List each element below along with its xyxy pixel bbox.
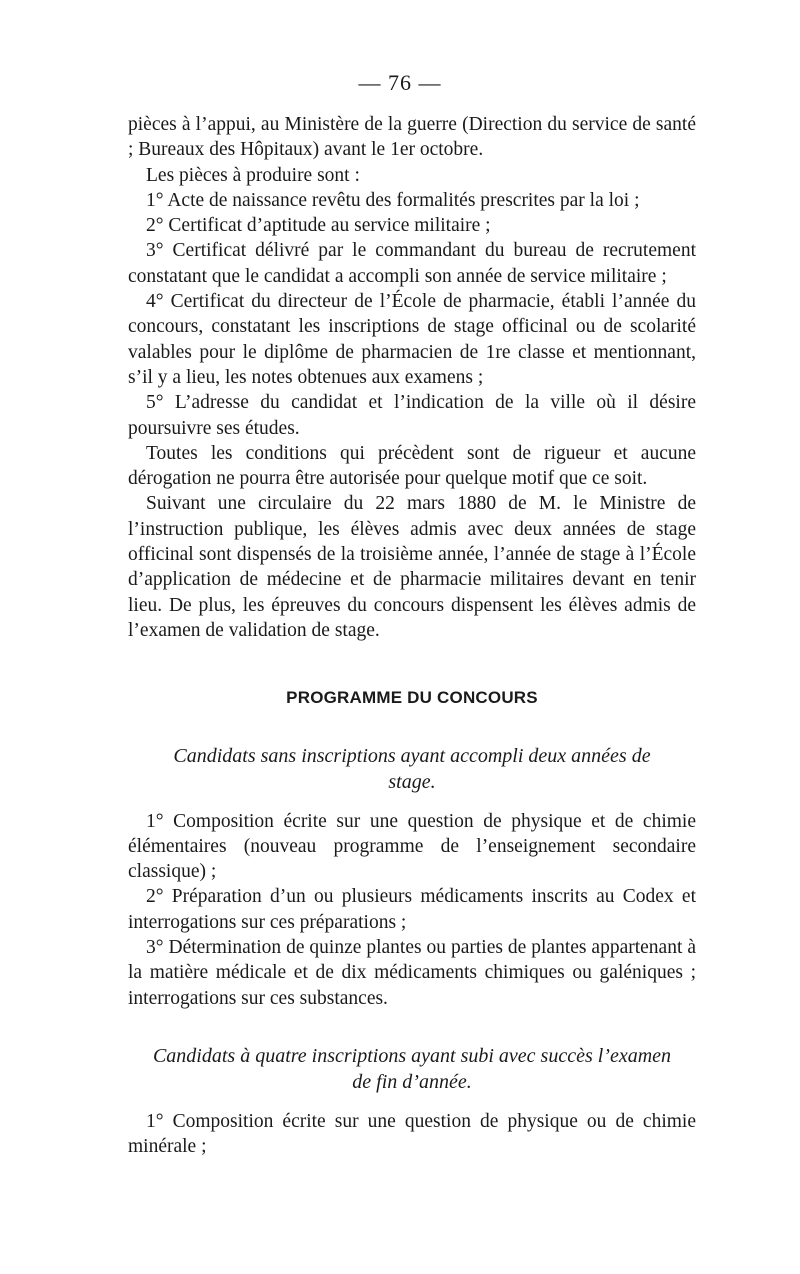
paragraph: Suivant une circulaire du 22 mars 1880 de M. le Ministre de l’instruction publique, les élèves admis avec deux années de stage officinal sont dispensés de la troisième année, l’année de stage à l’École d’application de médecine et de pharmacie militaires devant en tenir lieu. De plus, les épreuves du concours dispensent les élèves admis de l’examen de validation de stage. bbox=[128, 493, 696, 641]
list-item: 1° Composition écrite sur une question de physique ou de chimie minérale ; bbox=[128, 1110, 696, 1158]
list-item: 2° Certificat d’aptitude au service militaire ; bbox=[146, 215, 491, 237]
list-item: 4° Certificat du directeur de l’École de pharmacie, établi l’année du concours, constatant les inscriptions de stage officinal ou de scolarité valables pour le diplôme de pharmacien de 1re classe et mentionnant, s’il y a lieu, les notes obtenues aux examens ; bbox=[128, 291, 696, 388]
list-item: 1° Composition écrite sur une question de physique et de chimie élémentaires (nouveau programme de l’enseignement secondaire classique) ; bbox=[128, 810, 696, 883]
list-item: 5° L’adresse du candidat et l’indication de la ville où il désire poursuivre ses études. bbox=[128, 392, 696, 439]
list-item: 2° Préparation d’un ou plusieurs médicaments inscrits au Codex et interrogations sur ces préparations ; bbox=[128, 886, 696, 933]
section-heading: PROGRAMME DU CONCOURS bbox=[286, 688, 538, 708]
page-number: — 76 — bbox=[358, 70, 442, 95]
list-item: 3° Détermination de quinze plantes ou parties de plantes appartenant à la matière médicale et de dix médicaments chimiques ou galéniques ; interrogations sur ces substances. bbox=[128, 937, 696, 1009]
page-body bbox=[128, 112, 696, 1160]
subsection-title: Candidats sans inscriptions ayant accompli deux années de stage. bbox=[173, 744, 651, 793]
list-item: 3° Certificat délivré par le commandant du bureau de recrutement constatant que le candidat a accompli son année de service militaire ; bbox=[128, 240, 696, 287]
paragraph: Toutes les conditions qui précèdent sont de rigueur et aucune dérogation ne pourra être autorisée pour quelque motif que ce soit. bbox=[128, 442, 696, 490]
paragraph: Les pièces à produire sont : bbox=[146, 164, 360, 186]
subsection-title: Candidats à quatre inscriptions ayant subi avec succès l’examen de fin d’année. bbox=[152, 1044, 672, 1093]
list-item: 1° Acte de naissance revêtu des formalités prescrites par la loi ; bbox=[146, 189, 640, 211]
paragraph: pièces à l’appui, au Ministère de la guerre (Direction du service de santé ; Bureaux des Hôpitaux) avant le 1er octobre. bbox=[128, 114, 696, 161]
